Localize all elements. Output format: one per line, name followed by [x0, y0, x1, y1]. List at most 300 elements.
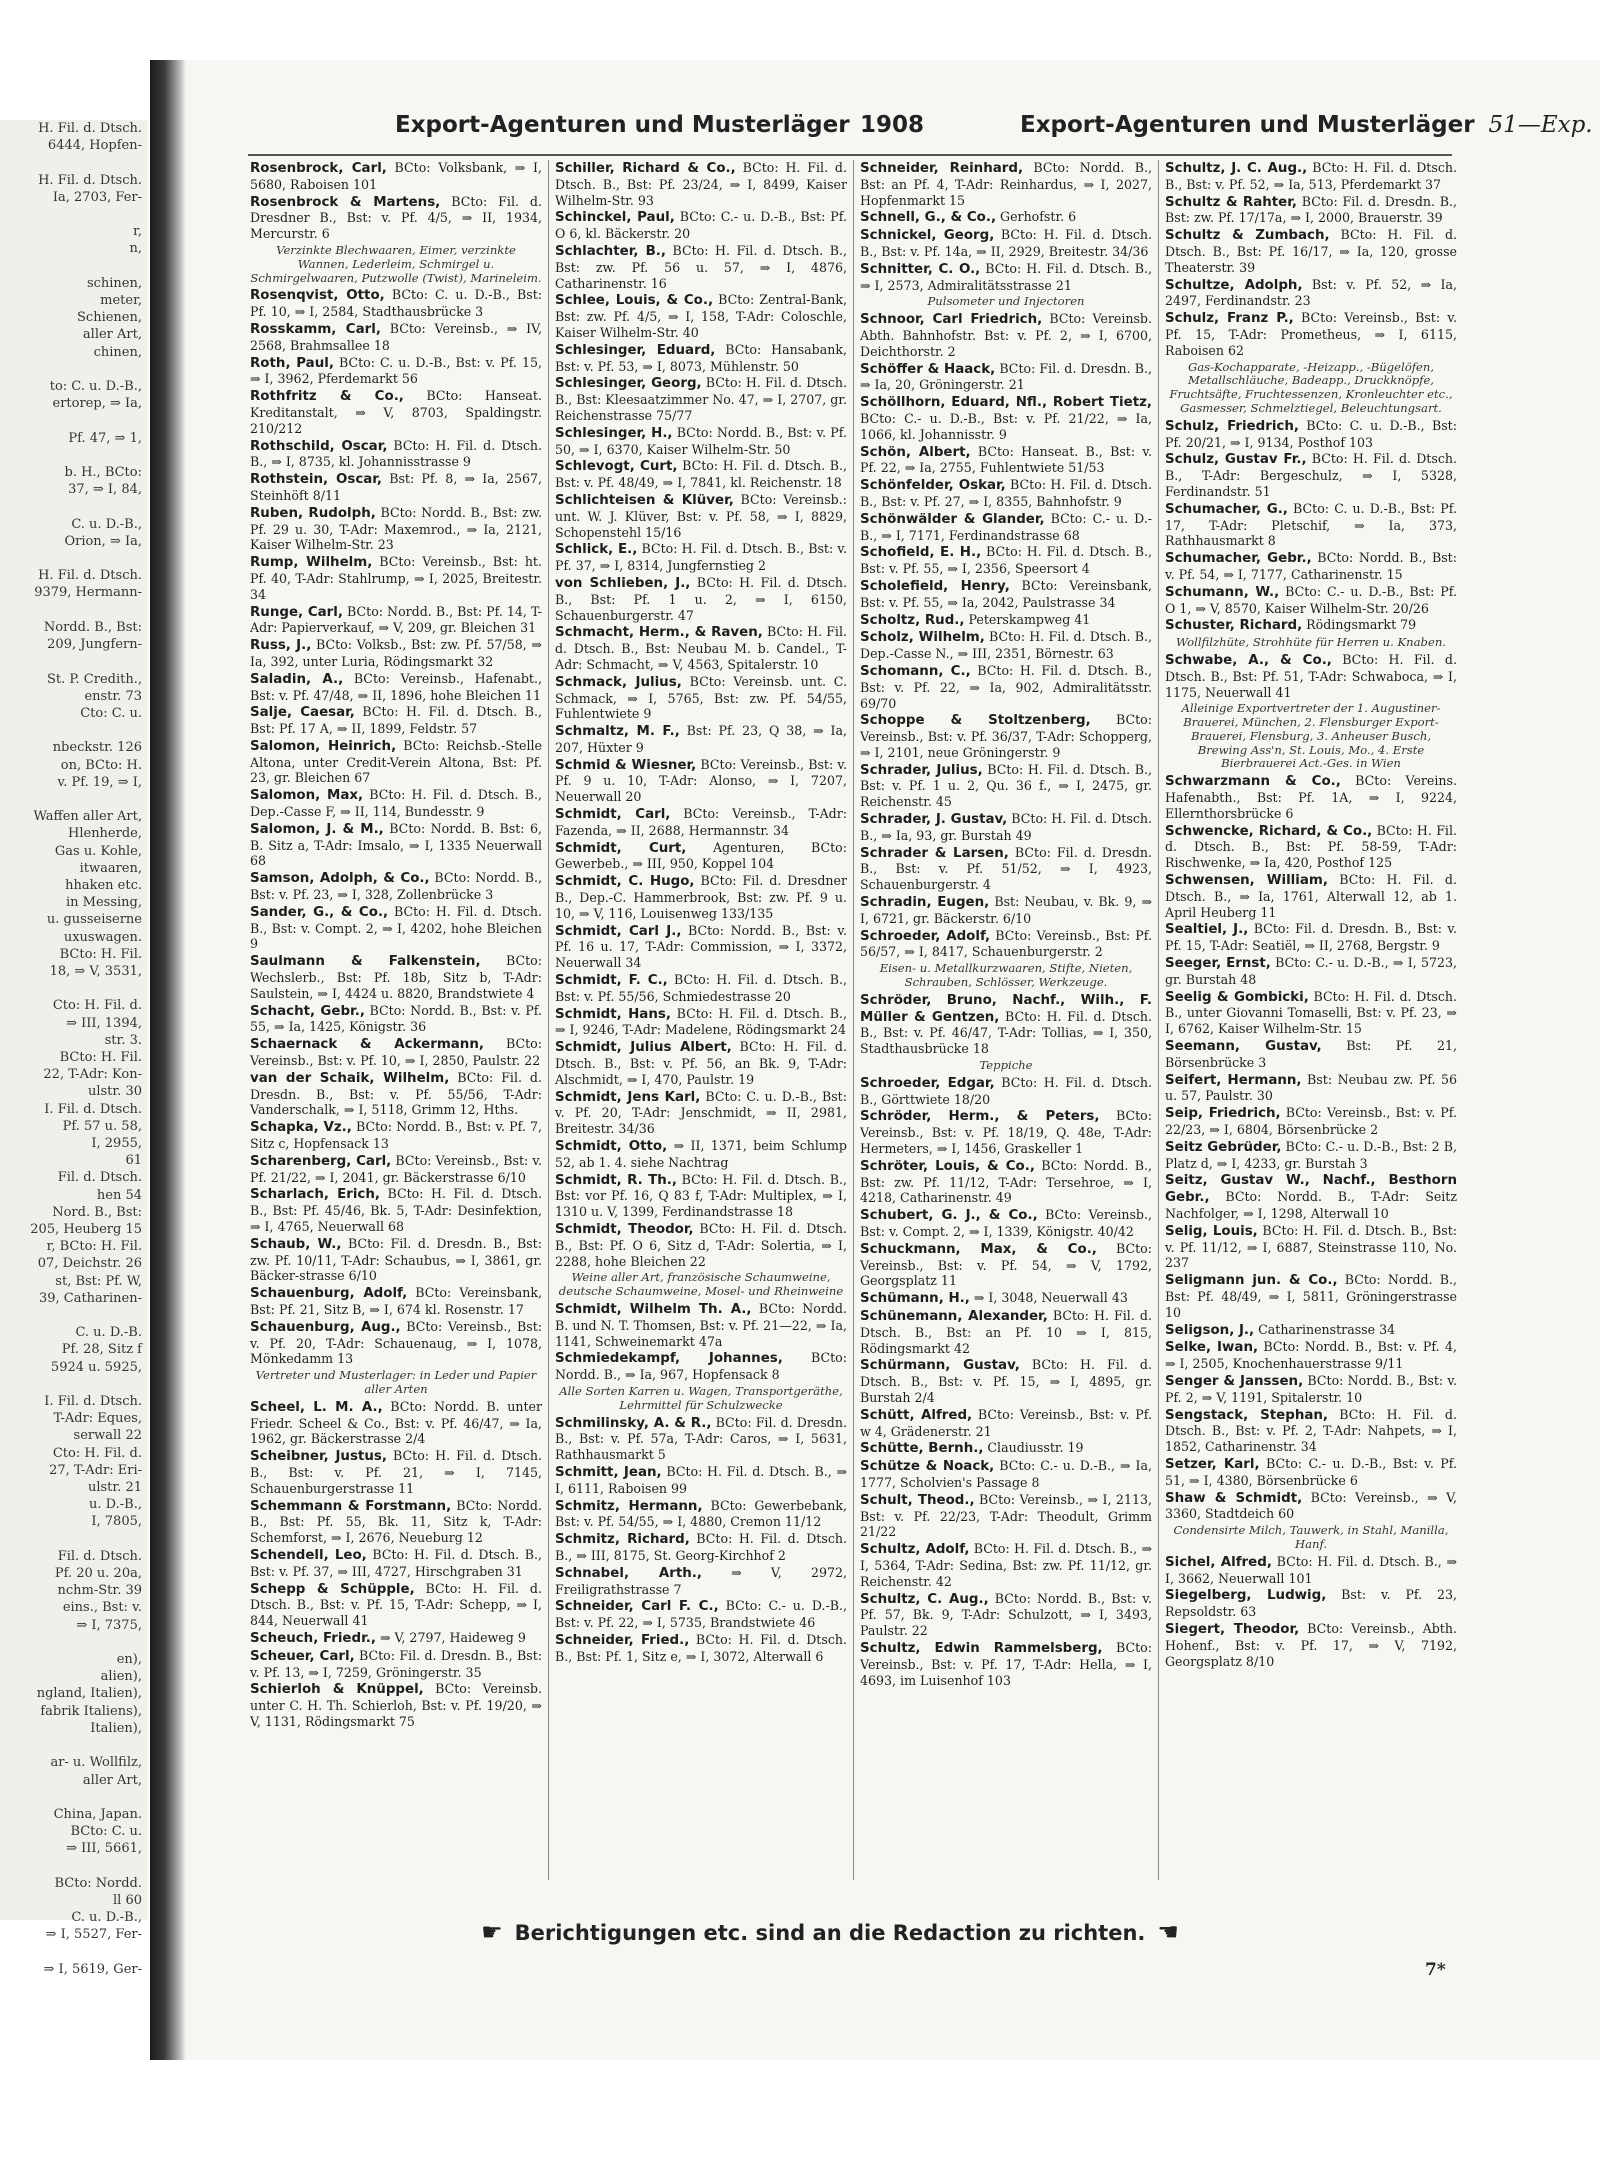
directory-entry — [860, 394, 1152, 442]
entry-firm-name: Schlesinger, Georg, — [555, 376, 702, 392]
directory-entry — [555, 1172, 847, 1220]
entry-firm-name: van der Schaik, Wilhelm, — [250, 1070, 450, 1086]
facing-page-line — [0, 154, 148, 171]
entry-firm-name: Saladin, A., — [250, 671, 344, 687]
entry-firm-name: Schepp & Schüpple, — [250, 1581, 415, 1597]
entry-details: BCto: Nordd. B., Bst: v. Pf. 55, ⇒ Ia, 1425, Königstr. 36 — [250, 1002, 543, 1035]
entry-firm-name: Schmidt, Jens Karl, — [555, 1089, 701, 1105]
facing-page-line: H. Fil. d. Dtsch. — [38, 121, 142, 136]
directory-entry — [1165, 1587, 1457, 1620]
entry-details: Peterskampweg 41 — [964, 611, 1091, 627]
directory-entry — [1165, 160, 1457, 193]
facing-page-line: C. u. D.-B., — [71, 1910, 142, 1926]
entry-firm-name: Schmitz, Hermann, — [555, 1498, 703, 1514]
entry-details: BCto: C.- u. D.-B., Bst: Pf. O 6, kl. Bäckerstr. 20 — [555, 209, 847, 242]
facing-page-line: 6444, Hopfen- — [47, 138, 142, 154]
entry-firm-name: Schöllhorn, Eduard, Nfl., Robert Tietz, — [860, 395, 1152, 411]
entry-firm-name: Schultz, Adolf, — [860, 1542, 970, 1558]
entry-details: BCto: H. Fil. d. Dtsch. B., Bst: v. Pf. 22, ⇒ Ia, 902, Admiralitätsstr. 69/70 — [860, 662, 1152, 711]
entry-details: BCto: Nordd. B., Bst: v. Pf. 57, Bk. 9, T-Adr: Schulzott, ⇒ I, 3493, Paulstr. 22 — [860, 1590, 1152, 1639]
facing-page-line — [0, 1858, 148, 1875]
directory-entry — [250, 471, 542, 504]
entry-details: BCto: Vereinsb., ⇒ V, 3360, Stadtdeich 60 — [1165, 1489, 1457, 1522]
directory-entry — [250, 1648, 542, 1681]
entry-firm-name: Schmidt, Otto, — [555, 1139, 668, 1155]
directory-entry — [250, 1581, 542, 1629]
facing-page-line — [0, 1376, 148, 1393]
facing-page-line: ⇒ I, 5527, Fer- — [45, 1927, 142, 1943]
facing-page-line: BCto: C. u. — [70, 1824, 142, 1840]
entry-firm-name: Seifert, Hermann, — [1165, 1072, 1302, 1088]
directory-entry — [555, 840, 847, 873]
entry-details: BCto: Wechslerb., Bst: Pf. 18b, Sitz b, T-Adr: Saulstein, ⇒ I, 4424 u. 8820, Brandstwiete 4 — [250, 953, 542, 1001]
entry-details: BCto: Vereinsbank, Bst: v. Pf. 55, ⇒ Ia, 2042, Paulstrasse 34 — [860, 577, 1152, 610]
facing-page-line — [0, 1634, 148, 1651]
directory-entry — [860, 1440, 1152, 1457]
entry-details: BCto: C.- u. D.-B., ⇒ Ia, 1777, Scholvien's Passage 8 — [860, 1458, 1152, 1490]
entry-firm-name: Scheuer, Carl, — [250, 1648, 355, 1664]
entry-details: BCto: H. Fil. d. Dtsch. B., ⇒ I, 3662, Neuerwall 101 — [1165, 1553, 1457, 1586]
entry-firm-name: Schnabel, Arth., — [555, 1565, 702, 1581]
directory-entry — [555, 1531, 847, 1564]
directory-entry — [250, 1285, 542, 1318]
entry-details: BCto: C.- u. D.-B., Bst: 2 B, Platz d, ⇒ I, 4233, gr. Burstah 3 — [1165, 1138, 1457, 1171]
facing-page-line: fabrik Italiens), — [40, 1703, 142, 1719]
entry-details: BCto: Nordd. B., Bst: v. Pf. 2, ⇒ V, 1191, Spitalerstr. 10 — [1165, 1372, 1457, 1405]
entry-firm-name: Schlesinger, Eduard, — [555, 342, 716, 358]
entry-details: BCto: C.- u. D.-B., Bst: Pf. O 1, ⇒ V, 8570, Kaiser Wilhelm-Str. 20/26 — [1165, 583, 1458, 616]
entry-product-note: Condensirte Milch, Tauwerk, in Stahl, Manilla, Hanf. — [1173, 1523, 1449, 1551]
entry-details: BCto: Fil. d. Dresdn. B., Bst: zw. Pf. 17/17a, ⇒ I, 2000, Brauerstr. 39 — [1165, 193, 1457, 226]
entry-details: BCto: Fil. d. Dresdn. B., ⇒ Ia, 20, Gröningerstr. 21 — [860, 360, 1153, 393]
pointing-hand-right-icon: ☛ — [481, 1918, 503, 1946]
directory-entry — [860, 1290, 1152, 1307]
directory-entry — [1165, 194, 1457, 227]
entry-firm-name: Schulz, Friedrich, — [1165, 418, 1299, 434]
entry-details: BCto: H. Fil. d. Dtsch. B., Bst: v. Pf. 52, ⇒ Ia, 513, Pferdemarkt 37 — [1165, 160, 1457, 192]
entry-firm-name: Schneider, Carl F. C., — [555, 1599, 719, 1615]
entry-firm-name: Schünemann, Alexander, — [860, 1308, 1048, 1324]
entry-firm-name: Schumacher, G., — [1165, 501, 1288, 517]
entry-firm-name: Salomon, Max, — [250, 788, 364, 804]
entry-details: BCto: H. Fil. d. Dtsch. B., ⇒ Ia, 1761, Alterwall 12, ab 1. April Heuberg 11 — [1165, 872, 1457, 920]
directory-entry — [250, 1186, 542, 1234]
facing-page-line: ⇒ III, 5661, — [66, 1841, 142, 1857]
entry-details: BCto: Nordd. B., Bst: v. Pf. 23, ⇒ I, 328, Zollenbrücke 3 — [250, 870, 543, 903]
facing-page-line: Gas u. Kohle, — [54, 843, 142, 859]
directory-entry — [860, 1158, 1152, 1206]
entry-details: Bst: Pf. 23, Q 38, ⇒ Ia, 207, Hüxter 9 — [555, 723, 847, 755]
facing-page-line: on, BCto: H. — [60, 757, 142, 773]
facing-page-line: C. u. D.-B., — [71, 516, 142, 532]
directory-column-4 — [1165, 160, 1457, 1880]
entry-details: BCto: Hansabank, Bst: v. Pf. 53, ⇒ I, 8073, Mühlenstr. 50 — [555, 341, 847, 374]
facing-page-line: ar- u. Wollfilz, — [50, 1755, 142, 1771]
directory-entry — [555, 1039, 847, 1087]
facing-page-line: serwall 22 — [73, 1428, 142, 1444]
entry-firm-name: Rosenbrock & Martens, — [250, 194, 441, 210]
entry-firm-name: Schnitter, C. O., — [860, 261, 981, 277]
entry-firm-name: Scheel, L. M. A., — [250, 1399, 383, 1415]
entry-firm-name: Scholefield, Henry, — [860, 578, 1010, 594]
entry-details: BCto: Reichsb.-Stelle Altona, unter Credit-Verein Altona, Bst: Pf. 23, gr. Bleichen 67 — [250, 737, 542, 786]
directory-entry — [1165, 501, 1457, 549]
facing-page-line: Pf. 20 u. 20a, — [54, 1566, 142, 1582]
entry-details: BCto: Nordd. B., Bst: v. Pf. 16 u. 17, T-Adr: Commission, ⇒ I, 3372, Neuerwall 34 — [555, 922, 847, 971]
directory-entry — [555, 674, 847, 722]
facing-page-line: 209, Jungfern- — [47, 637, 142, 653]
entry-firm-name: Schomann, C., — [860, 663, 971, 679]
book-gutter — [150, 60, 186, 2060]
facing-page-line — [0, 412, 148, 429]
entry-firm-name: Schulz, Franz P., — [1165, 311, 1294, 327]
entry-details: BCto: Vereinsbank, Bst: Pf. 21, Sitz B, ⇒ I, 674 kl. Rosenstr. 17 — [250, 1285, 542, 1317]
directory-entry — [250, 1399, 542, 1447]
entry-firm-name: Scholtz, Rud., — [860, 612, 965, 628]
directory-entry — [1165, 1172, 1457, 1221]
entry-details: BCto: H. Fil. d. Dtsch. B., Bst: v. Pf. 15, ⇒ I, 4895, gr. Burstah 2/4 — [860, 1357, 1152, 1405]
entry-details: BCto: H. Fil. d. Dtsch. B., Bst: v. Pf. 56, an Bk. 9, T-Adr: Alschmidt, ⇒ I, 470, Paulstr. 19 — [555, 1039, 847, 1087]
directory-entry — [1165, 955, 1457, 988]
directory-entry — [1165, 1339, 1457, 1372]
entry-details: BCto: Fil. d. Dresdn. B., Bst: v. Pf. 13, ⇒ I, 7259, Gröningerstr. 35 — [250, 1647, 542, 1680]
pointing-hand-left-icon: ☚ — [1157, 1918, 1179, 1946]
directory-entry — [1165, 1456, 1457, 1489]
directory-entry — [250, 904, 542, 952]
directory-entry — [860, 762, 1152, 810]
facing-page-line: en), — [116, 1652, 142, 1668]
column-divider — [853, 160, 854, 1880]
directory-entry — [555, 160, 847, 208]
entry-details: BCto: H. Fil. d. Dtsch. B., Dep.-Casse F, ⇒ II, 114, Bundesstr. 9 — [250, 787, 542, 820]
directory-entry — [860, 209, 1152, 226]
directory-entry — [860, 1541, 1152, 1589]
facing-page-line: I, 7805, — [91, 1514, 142, 1530]
entry-firm-name: Selke, Iwan, — [1165, 1340, 1259, 1356]
entry-firm-name: Schoppe & Stoltzenberg, — [860, 713, 1091, 729]
entry-details: BCto: H. Fil. d. Dtsch. B., Bst: v. Pf. 55/56, Schmiedestrasse 20 — [555, 972, 847, 1004]
entry-firm-name: Schwensen, William, — [1165, 873, 1328, 889]
facing-page-line: Waffen aller Art, — [33, 809, 142, 825]
entry-firm-name: Schmilinsky, A. & R., — [555, 1415, 712, 1431]
directory-entry — [555, 492, 847, 540]
entry-firm-name: Schauenburg, Adolf, — [250, 1286, 408, 1302]
facing-page-line: ulstr. 21 — [87, 1480, 142, 1496]
facing-page-line: hen 54 — [96, 1187, 142, 1203]
entry-firm-name: Runge, Carl, — [250, 604, 343, 620]
entry-firm-name: Schmidt, Carl J., — [555, 923, 682, 939]
entry-firm-name: Schrader & Larsen, — [860, 845, 1009, 861]
entry-product-note: Gas-Kochapparate, -Heizapp., -Bügelöfen, Metallschläuche, Badeapp., Druckknöpfe, Fruchtsäfte, Fruchtessenzen, Kronleuchter etc., Gasmesser, Schmelztiegel, Beleuchtungsart. — [1169, 359, 1453, 415]
directory-entry — [860, 1492, 1152, 1540]
directory-entry — [1165, 418, 1457, 451]
directory-entry — [555, 1089, 847, 1137]
entry-firm-name: Schwencke, Richard, & Co., — [1165, 823, 1373, 839]
facing-page-line — [0, 1307, 148, 1324]
entry-firm-name: Schmacht, Herm., & Raven, — [555, 625, 763, 641]
facing-page-line: 5924 u. 5925, — [50, 1359, 142, 1375]
directory-entry — [860, 1458, 1152, 1491]
entry-details: Claudiusstr. 19 — [983, 1440, 1084, 1456]
entry-firm-name: Schnell, G., & Co., — [860, 210, 997, 226]
entry-details: BCto: H. Fil. d. Dtsch. B., Bst: v. Pf. 2, T-Adr: Nahpets, ⇒ I, 1852, Catharinenstr. 34 — [1165, 1406, 1458, 1455]
header-title-left: Export-Agenturen und Musterläger — [395, 112, 850, 138]
directory-entry — [250, 1070, 542, 1118]
entry-details: BCto: Vereins. Hafenabth., Bst: Pf. 1A, ⇒ I, 9224, Ellernthorsbrücke 6 — [1165, 773, 1457, 821]
entry-firm-name: Rothschild, Oscar, — [250, 438, 388, 454]
directory-entry — [860, 477, 1152, 510]
entry-details: BCto: Nordd. B., Bst: Pf. 48/49, ⇒ I, 5811, Gröningerstrasse 10 — [1165, 1272, 1457, 1320]
entry-firm-name: Sander, G., & Co., — [250, 904, 389, 920]
entry-firm-name: Schultze, Adolph, — [1165, 277, 1303, 293]
entry-firm-name: Schendell, Leo, — [250, 1547, 367, 1563]
entry-details: BCto: Nordd. B. und N. T. Thomsen, Bst: v. Pf. 21—22, ⇒ Ia, 1141, Schweinemarkt 47a — [555, 1300, 847, 1349]
facing-page-line: hhaken etc. — [65, 877, 142, 893]
facing-page-line: Italien), — [90, 1720, 142, 1736]
entry-firm-name: Schöffer & Haack, — [860, 361, 996, 377]
entry-details: BCto: C.- u. D.-B., ⇒ I, 5723, gr. Burstah 48 — [1165, 955, 1457, 987]
entry-firm-name: Schmidt, C. Hugo, — [555, 874, 695, 890]
directory-entry — [250, 1153, 542, 1186]
entry-details: BCto: Nordd. B., T-Adr: Seitz Nachfolger, ⇒ I, 1298, Alterwall 10 — [1165, 1189, 1457, 1221]
entry-firm-name: Schwarzmann & Co., — [1165, 774, 1341, 790]
facing-page-line: ll 60 — [113, 1892, 142, 1908]
entry-details: BCto: H. Fil. d. Dtsch. B., Bst: v. Pf. 27, ⇒ I, 8355, Bahnhofstr. 9 — [860, 477, 1152, 509]
directory-entry — [250, 1003, 542, 1036]
entry-firm-name: Schultz & Rahter, — [1165, 194, 1297, 210]
facing-page-line: Pf. 57 u. 58, — [62, 1118, 142, 1134]
entry-details: BCto: Volksb., Bst: zw. Pf. 57/58, ⇒ Ia, 392, unter Luria, Rödingsmarkt 32 — [250, 637, 542, 669]
facing-page-line — [0, 361, 148, 378]
facing-page-line — [0, 791, 148, 808]
entry-firm-name: Schmidt, Curt, — [555, 840, 687, 856]
entry-details: BCto: Nordd. B. unter Friedr. Scheel & Co., Bst: v. Pf. 46/47, ⇒ Ia, 1962, gr. Bäckerstrasse 2/4 — [250, 1398, 542, 1447]
entry-details: BCto: H. Fil. d. Dtsch. B., Bst: Kleesaatzimmer No. 47, ⇒ I, 2707, gr. Reichenstrasse 75/77 — [555, 375, 847, 423]
directory-entry — [250, 704, 542, 737]
facing-page-line — [0, 1789, 148, 1806]
entry-details: BCto: Vereinsb. unter C. H. Th. Schierloh, Bst: v. Pf. 19/20, ⇒ V, 1131, Rödingsmarkt 75 — [250, 1681, 542, 1729]
entry-firm-name: Schaub, W., — [250, 1236, 342, 1252]
facing-page-line: schinen, — [86, 275, 142, 291]
directory-entry — [1165, 227, 1457, 275]
directory-entry — [1165, 652, 1457, 700]
entry-firm-name: Schürmann, Gustav, — [860, 1358, 1020, 1374]
facing-page-line: Nord. B., Bst: — [52, 1204, 142, 1220]
entry-firm-name: Schinckel, Paul, — [555, 210, 675, 226]
directory-entry — [555, 458, 847, 491]
entry-firm-name: Schroeder, Edgar, — [860, 1075, 995, 1091]
facing-page-line: 9379, Hermann- — [34, 585, 142, 601]
entry-details: BCto: C. u. D.-B., Bst: Pf. 10, ⇒ I, 2584, Stadthausbrücke 3 — [250, 287, 542, 320]
entry-firm-name: Rosenqvist, Otto, — [250, 288, 385, 304]
entry-firm-name: Seligson, J., — [1165, 1322, 1255, 1338]
facing-page-line: Schienen, — [77, 310, 142, 326]
entry-firm-name: Seitz, Gustav W., Nachf., Besthorn Gebr., — [1165, 1173, 1457, 1206]
entry-firm-name: Schmidt, Theodor, — [555, 1222, 694, 1237]
directory-entry — [555, 342, 847, 375]
entry-details: BCto: Nordd. B., Bst: Pf. 55, Bk. 11, Sitz k, T-Adr: Schemforst, ⇒ I, 2676, Neueburg 12 — [250, 1497, 542, 1546]
entry-firm-name: Salomon, J. & M., — [250, 821, 384, 837]
entry-details: BCto: H. Fil. d. Dtsch. B., Bst: v. Pf. 48/49, ⇒ I, 7841, kl. Reichenstr. 18 — [555, 458, 847, 491]
directory-entry — [250, 505, 542, 553]
directory-entry — [250, 1498, 542, 1546]
directory-entry — [860, 544, 1152, 577]
entry-details: BCto: H. Fil. d. Dtsch. B., Bst: v. Pf. 55, ⇒ I, 2356, Speersort 4 — [860, 544, 1152, 577]
directory-entry — [555, 757, 847, 805]
entry-product-note: Alleinige Exportvertreter der 1. Augustiner-Brauerei, München, 2. Flensburger Export-Brauerei, Flensburg, 3. Anheuser Busch, Brewing Ass'n, St. Louis, Mo., 4. Erste Bierbrauerei Act.-Ges. in Wien — [1181, 701, 1441, 771]
directory-entry — [555, 923, 847, 971]
directory-entry — [860, 227, 1152, 260]
facing-page-line: aller Art, — [82, 327, 142, 343]
facing-page-line: BCto: Nordd. — [54, 1875, 142, 1891]
facing-page-line: 18, ⇒ V, 3531, — [49, 963, 142, 979]
entry-details: BCto: H. Fil. d. Dtsch. B., Bst: Pf. 45/46, Bk. 5, T-Adr: Desinfektion, ⇒ I, 4765, Neuerwall 68 — [250, 1186, 543, 1234]
facing-page-line: I. Fil. d. Dtsch. — [44, 1394, 142, 1410]
facing-page-line: enstr. 73 — [84, 688, 142, 704]
facing-page-line: nchm-Str. 39 — [57, 1583, 142, 1599]
facing-page-line — [0, 206, 148, 223]
directory-entry — [860, 1308, 1152, 1356]
facing-page-line: b. H., BCto: — [64, 465, 142, 481]
entry-details: ⇒ V, 2797, Haideweg 9 — [375, 1629, 526, 1645]
entry-firm-name: Schmiedekampf, Johannes, — [555, 1351, 783, 1367]
facing-page-line: Nordd. B., Bst: — [43, 619, 142, 635]
entry-firm-name: Setzer, Karl, — [1165, 1456, 1260, 1472]
directory-entry — [1165, 773, 1457, 821]
directory-entry — [250, 1681, 542, 1729]
entry-product-note: Teppiche — [979, 1058, 1033, 1073]
facing-page-line: meter, — [100, 293, 142, 309]
facing-page-line: 37, ⇒ I, 84, — [68, 482, 142, 498]
entry-firm-name: Schultz, J. C. Aug., — [1165, 161, 1308, 176]
entry-firm-name: Scheuch, Friedr., — [250, 1630, 376, 1646]
entry-firm-name: Schultz & Zumbach, — [1165, 228, 1330, 244]
header-year: 1908 — [860, 112, 925, 138]
entry-details: BCto: Zentral-Bank, Bst: zw. Pf. 4/5, ⇒ I, 158, T-Adr: Coloschle, Kaiser Wilhelm-Str. 40 — [555, 292, 847, 340]
directory-entry — [860, 845, 1152, 893]
facing-page-line — [0, 602, 148, 619]
entry-details: BCto: H. Fil. d. Dtsch. B., Bst: Pf. 17 A, ⇒ II, 1899, Feldstr. 57 — [250, 704, 542, 737]
footer-notice — [380, 1918, 1280, 1950]
entry-firm-name: Schlichteisen & Klüver, — [555, 492, 734, 508]
entry-firm-name: Schmidt, Wilhelm Th. A., — [555, 1301, 752, 1317]
entry-firm-name: Schütt, Alfred, — [860, 1407, 973, 1423]
facing-page-line: uxuswagen. — [63, 929, 142, 945]
entry-details: BCto: Vereinsb., Bst: v. Pf. 36/37, T-Adr: Schopperg, ⇒ I, 2101, neue Gröningerstr. 9 — [860, 712, 1153, 760]
entry-details: BCto: H. Fil. d. Dtsch. B., Bst: v. Pf. 46/47, T-Adr: Tollias, ⇒ I, 350, Stadthausbrücke 18 — [860, 1008, 1152, 1057]
entry-details: BCto: C.- u. D.-B., Bst: v. Pf. 51, ⇒ I, 4380, Börsenbrücke 6 — [1165, 1455, 1457, 1488]
entry-details: BCto: Volksbank, ⇒ I, 5680, Raboisen 101 — [250, 160, 542, 192]
entry-firm-name: Ruben, Rudolph, — [250, 505, 376, 521]
facing-page-line: St. P. Credith., — [47, 671, 142, 687]
entry-firm-name: Schultz, Edwin Rammelsberg, — [860, 1640, 1103, 1656]
directory-entry — [860, 612, 1152, 629]
entry-product-note: Wollfilzhüte, Strohhüte für Herren u. Knaben. — [1176, 635, 1446, 650]
facing-page-line: I, 2955, — [91, 1135, 142, 1151]
directory-entry — [250, 355, 542, 388]
directory-entry — [555, 425, 847, 458]
directory-entry — [1165, 1373, 1457, 1406]
facing-page-line — [0, 258, 148, 275]
facing-page-line: ⇒ III, 1394, — [66, 1015, 142, 1031]
directory-entry — [860, 629, 1152, 662]
entry-details: BCto: Vereinsb. Abth. Bahnhofstr. Bst: v. Pf. 2, ⇒ I, 6700, Deichthorstr. 2 — [860, 311, 1152, 359]
facing-page-line: nbeckstr. 126 — [52, 740, 142, 756]
facing-page-line: v. Pf. 19, ⇒ I, — [57, 774, 142, 790]
entry-details: BCto: H. Fil. d. Dtsch. B., ⇒ I, 2573, Admiralitätsstrasse 21 — [860, 260, 1152, 293]
facing-page-line: T-Adr: Eques, — [53, 1411, 142, 1427]
facing-page-line: Orion, ⇒ Ia, — [64, 533, 142, 549]
directory-entry — [555, 1006, 847, 1039]
entry-firm-name: Schmidt, F. C., — [555, 973, 668, 989]
directory-entry — [860, 1075, 1152, 1108]
entry-details: BCto: C. u. D.-B., Bst: Pf. 20/21, ⇒ I, 9134, Posthof 103 — [1165, 417, 1457, 450]
facing-page-line: u. D.-B., — [89, 1497, 142, 1513]
entry-details: BCto: Vereinsb. unt. C. Schmack, ⇒ I, 5765, Bst: zw. Pf. 54/55, Fuhlentwiete 9 — [555, 673, 847, 722]
directory-column-3 — [860, 160, 1152, 1880]
facing-page-line: Cto: H. Fil. d. — [52, 998, 142, 1014]
entry-firm-name: Schnickel, Georg, — [860, 228, 995, 244]
entry-details: BCto: Fil. d. Dresdner B., Bst: v. Pf. 4/5, ⇒ II, 1934, Mercurstr. 6 — [250, 193, 542, 242]
scan-background — [0, 0, 1600, 60]
facing-page-line: ulstr. 30 — [87, 1084, 142, 1100]
facing-page-line: alien), — [100, 1669, 142, 1685]
entry-details: BCto: Vereinsb., Bst: v. Pf. 15, T-Adr: Prometheus, ⇒ I, 6115, Raboisen 62 — [1165, 310, 1457, 358]
running-header — [260, 112, 1593, 146]
directory-entry — [555, 806, 847, 839]
facing-page-line — [0, 1944, 148, 1961]
entry-details: BCto: C.- u. D.-B., ⇒ I, 7171, Ferdinandstrasse 68 — [860, 510, 1152, 543]
directory-entry — [1165, 277, 1457, 310]
entry-firm-name: Seligmann jun. & Co., — [1165, 1273, 1338, 1289]
directory-entry — [555, 575, 847, 623]
entry-firm-name: Schumacher, Gebr., — [1165, 551, 1312, 567]
facing-page-line: Hlenherde, — [68, 826, 142, 842]
directory-entry — [555, 1221, 847, 1269]
entry-firm-name: Seemann, Gustav, — [1165, 1039, 1322, 1055]
entry-firm-name: Schumann, W., — [1165, 584, 1280, 600]
facing-page-line: Fil. d. Dtsch. — [57, 1548, 142, 1564]
entry-product-note: Vertreter und Musterlager: in Leder und Papier aller Arten — [255, 1368, 537, 1396]
directory-entry — [1165, 1322, 1457, 1339]
entry-details: BCto: Vereinsb., Bst: v. Pf. 22/23, ⇒ I, 6804, Börsenbrücke 2 — [1165, 1105, 1457, 1138]
entry-details: BCto: H. Fil. d. Dtsch. B., Bst: v. Pf. 37, ⇒ III, 4727, Hirschgraben 31 — [250, 1546, 542, 1579]
entry-firm-name: Rothfritz & Co., — [250, 389, 404, 405]
directory-entry — [250, 194, 542, 242]
directory-entry — [250, 1036, 542, 1069]
facing-page-line: Pf. 28, Sitz f — [61, 1342, 142, 1358]
facing-page-line: 205, Heuberg 15 — [30, 1222, 142, 1237]
entry-details: Bst: v. Pf. 23, Repsoldstr. 63 — [1165, 1587, 1457, 1620]
directory-entry — [555, 1464, 847, 1497]
directory-entry — [250, 160, 542, 193]
entry-details: BCto: H. Fil. d. Dtsch. B., Bst: Pf. 1 u. 2, ⇒ I, 6150, Schauenburgerstr. 47 — [555, 574, 847, 623]
directory-column-2 — [555, 160, 847, 1880]
directory-entry — [555, 243, 847, 291]
directory-entry — [250, 1630, 542, 1647]
entry-details: BCto: Nordd. B., Bst: Pf. 14, T-Adr: Papierverkauf, ⇒ V, 209, gr. Bleichen 31 — [250, 603, 542, 636]
entry-firm-name: Shaw & Schmidt, — [1165, 1490, 1303, 1506]
entry-firm-name: Selig, Louis, — [1165, 1223, 1258, 1239]
entry-firm-name: Schuster, Richard, — [1165, 618, 1303, 634]
entry-firm-name: Schmitz, Richard, — [555, 1532, 690, 1548]
directory-entry — [860, 578, 1152, 611]
entry-firm-name: Schubert, G. J., & Co., — [860, 1208, 1038, 1224]
entry-details: BCto: Fil. d. Dresdn. B., Bst: v. Pf. 57a, T-Adr: Caros, ⇒ I, 5631, Rathhausmarkt 5 — [555, 1414, 847, 1463]
entry-details: BCto: H. Fil. d. Dtsch. B., ⇒ I, 9246, T-Adr: Madelene, Rödingsmarkt 24 — [555, 1005, 847, 1038]
entry-firm-name: Salje, Caesar, — [250, 705, 355, 721]
directory-entry — [860, 712, 1152, 760]
